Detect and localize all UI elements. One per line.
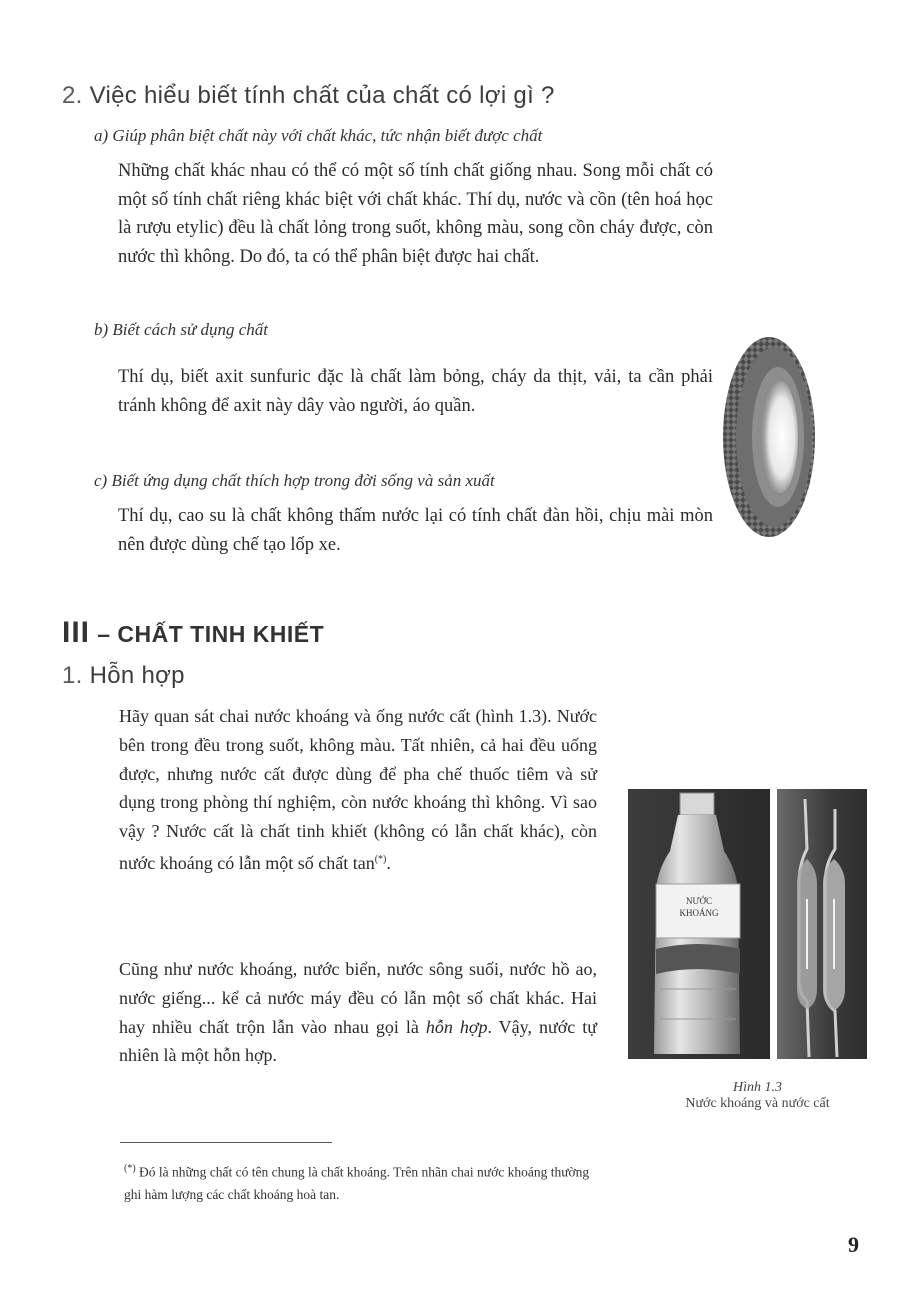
footnote bbox=[124, 1158, 600, 1206]
figure-mineral-water-photo bbox=[628, 789, 770, 1059]
section-title: – CHẤT TINH KHIẾT bbox=[97, 621, 325, 647]
paragraph-c: Thí dụ, cao su là chất không thấm nước lại có tính chất đàn hồi, chịu mài mòn nên được dùng chế tạo lốp xe. bbox=[118, 506, 713, 555]
figure-caption-text: Nước khoáng và nước cất bbox=[685, 1096, 830, 1111]
paragraph-a: Những chất khác nhau có thể có một số tính chất giống nhau. Song mỗi chất có một số tính chất riêng khác biệt với chất khác. Thí dụ, nước và cồn (tên hoá học là rượu etylic) đều là chất lỏng trong suốt, không màu, song cồn cháy được, còn nước thì không. Do đó, ta có thể phân biệt được hai chất. bbox=[118, 161, 713, 267]
paragraph-mixture-2 bbox=[119, 955, 597, 1070]
footnote-text: Đó là những chất có tên chung là chất khoáng. Trên nhãn chai nước khoáng thường ghi hàm lượng các chất khoáng hoà tan. bbox=[124, 1164, 590, 1202]
subsection-heading bbox=[62, 662, 185, 690]
paragraph-mixture-2-a: Cũng như nước khoáng, nước biển, nước sông suối, nước hồ ao, nước giếng... kể cả nước máy đều có lẫn một số chất khác. Hai hay nhiều chất trộn lẫn vào nhau gọi là bbox=[119, 959, 597, 1037]
term-mixture: hỗn hợp bbox=[425, 1016, 488, 1037]
paragraph-mixture-1-end: . bbox=[386, 852, 391, 873]
page-number: 9 bbox=[848, 1232, 859, 1257]
subheading-a: a) Giúp phân biệt chất này với chất khác, tức nhận biết được chất bbox=[94, 126, 543, 145]
bottle-icon bbox=[628, 789, 770, 1059]
paragraph-mixture-1 bbox=[119, 702, 597, 878]
tire-image bbox=[722, 335, 820, 540]
heading-text: Việc hiểu biết tính chất của chất có lợi gì ? bbox=[89, 82, 555, 109]
subsection-title: Hỗn hợp bbox=[89, 662, 185, 689]
subsection-number: 1. bbox=[62, 662, 83, 689]
heading-number: 2. bbox=[62, 82, 83, 109]
footnote-divider bbox=[120, 1142, 332, 1143]
bottle-label bbox=[658, 895, 740, 919]
bottle-label-bottom: KHOÁNG bbox=[679, 908, 719, 918]
tire-icon bbox=[722, 335, 820, 540]
subheading-c: c) Biết ứng dụng chất thích hợp trong đời sống và sản xuất bbox=[94, 471, 495, 490]
bottle-label-top: NƯỚC bbox=[686, 896, 712, 906]
figure-distilled-water-photo bbox=[777, 789, 867, 1059]
footnote-ref: (*) bbox=[374, 853, 387, 865]
heading-question-2 bbox=[62, 82, 555, 110]
subheading-b: b) Biết cách sử dụng chất bbox=[94, 320, 269, 339]
figure-caption bbox=[640, 1080, 875, 1112]
paragraph-b: Thí dụ, biết axit sunfuric đặc là chất làm bỏng, cháy da thịt, vải, ta cần phải tránh không để axit này dây vào người, áo quần. bbox=[118, 367, 713, 416]
paragraph-mixture-2-b: . Vậy, nước tự nhiên là một hỗn hợp. bbox=[119, 1016, 598, 1066]
section-numeral: III bbox=[62, 616, 91, 649]
ampoule-icon bbox=[777, 789, 867, 1059]
section-heading bbox=[62, 616, 324, 650]
footnote-mark: (*) bbox=[124, 1163, 136, 1174]
paragraph-mixture-1-text: Hãy quan sát chai nước khoáng và ống nước cất (hình 1.3). Nước bên trong đều trong suốt, không màu. Tất nhiên, cả hai đều uống được, nhưng nước cất được dùng để pha chế thuốc tiêm và sử dụng trong phòng thí nghiệm, còn nước khoáng thì không. Vì sao vậy ? Nước cất là chất tinh khiết (không có lẫn chất khác), còn nước khoáng có lẫn một số chất tan bbox=[119, 706, 597, 873]
figure-label: Hình 1.3 bbox=[733, 1080, 782, 1095]
